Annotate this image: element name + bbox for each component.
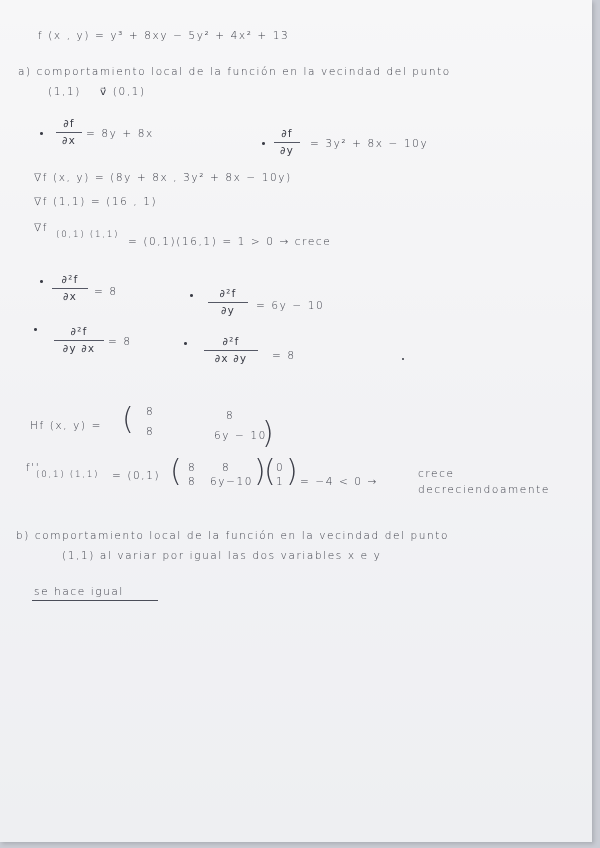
gradient-at-point: ∇f (1,1) = (16 , 1) [34,196,158,208]
d2f-dydx-denominator: ∂y ∂x [62,343,96,355]
part-a-point: (1,1) [48,86,81,98]
part-b-heading: b) comportamiento local de la función en la vecindad del punto [16,530,450,542]
d2f-dxdy-denominator: ∂x ∂y [214,353,248,365]
df-dx-denominator: ∂x [61,135,77,147]
fraction-bar [54,340,104,341]
bullet [262,142,265,145]
hessian-label: Hf (x, y) = [30,420,102,432]
bullet [34,328,37,331]
d2f-dx2-value: = 8 [94,286,118,298]
d2f-dx2-denominator: ∂x [62,291,78,303]
matrix-cell: 8 [188,476,197,488]
part-a-direction-vector: v⃗ (0,1) [100,86,146,98]
d2f-dxdy-fraction [204,336,258,365]
d2f-dy2-fraction [208,288,248,317]
second-directional-label: f'' [26,462,41,474]
d2f-dx2-numerator: ∂²f [61,274,79,286]
fraction-bar [208,302,248,303]
hessian-left-paren: ( [122,402,136,437]
d2f-dydx-numerator: ∂²f [70,326,88,338]
part-b-answer: se hace igual [34,586,124,598]
vector-cell: 1 [276,476,285,488]
d2f-dy2-numerator: ∂²f [219,288,237,300]
second-directional-result: = −4 < 0 → [300,476,378,488]
bullet [40,280,43,283]
d2f-dx2-fraction [52,274,88,303]
fraction-bar [204,350,258,351]
hessian-right-paren: ) [262,416,276,451]
bullet [184,342,187,345]
bullet [190,294,193,297]
d2f-dxdy-value: = 8 [272,350,296,362]
fraction-bar [52,288,88,289]
df-dy-denominator: ∂y [279,145,295,157]
matrix-cell: 8 [188,462,197,474]
directional-subscript: (0,1) (1,1) [56,230,120,240]
second-directional-expression: = (0,1) [112,470,161,482]
part-a-heading: a) comportamiento local de la función en la vecindad del punto [18,66,451,78]
answer-underline [32,600,158,601]
df-dx-value: = 8y + 8x [86,128,154,140]
part-b-heading-line2: (1,1) al variar por igual las dos variables x e y [62,550,382,562]
hessian-cell: 8 [146,426,155,438]
d2f-dy2-value: = 6y − 10 [256,300,325,312]
d2f-dydx-fraction [54,326,104,355]
df-dx-numerator: ∂f [63,118,75,130]
d2f-dxdy-numerator: ∂²f [222,336,240,348]
directional-label: ∇f [34,222,49,234]
conclusion-line1: crece [418,468,455,480]
matrix-cell: 8 [222,462,231,474]
function-definition: f (x , y) = y³ + 8xy − 5y² + 4x² + 13 [38,30,290,42]
df-dx-fraction [56,118,82,147]
d2f-dy2-denominator: ∂y [220,305,236,317]
gradient-general: ∇f (x, y) = (8y + 8x , 3y² + 8x − 10y) [34,172,292,184]
vector-left-paren: ( [264,454,278,489]
fraction-bar [274,142,300,143]
vector-cell: 0 [276,462,285,474]
df-dy-numerator: ∂f [281,128,293,140]
hessian-cell: 8 [226,410,235,422]
hessian-cell: 8 [146,406,155,418]
fraction-bar [56,132,82,133]
d2f-dydx-value: = 8 [108,336,132,348]
matrix-left-paren: ( [170,454,184,489]
second-directional-subscript: (0,1) (1,1) [36,470,100,480]
bullet [40,132,43,135]
df-dy-value: = 3y² + 8x − 10y [310,138,429,150]
hessian-cell: 6y − 10 [214,430,267,442]
stray-dot [402,358,404,360]
df-dy-fraction [274,128,300,157]
matrix-cell: 6y−10 [210,476,254,488]
matrix-right-paren: ) [254,454,268,489]
vector-right-paren: ) [286,454,300,489]
directional-value: = (0,1)(16,1) = 1 > 0 → crece [128,236,332,248]
conclusion-line2: decreciendoamente [418,484,550,496]
